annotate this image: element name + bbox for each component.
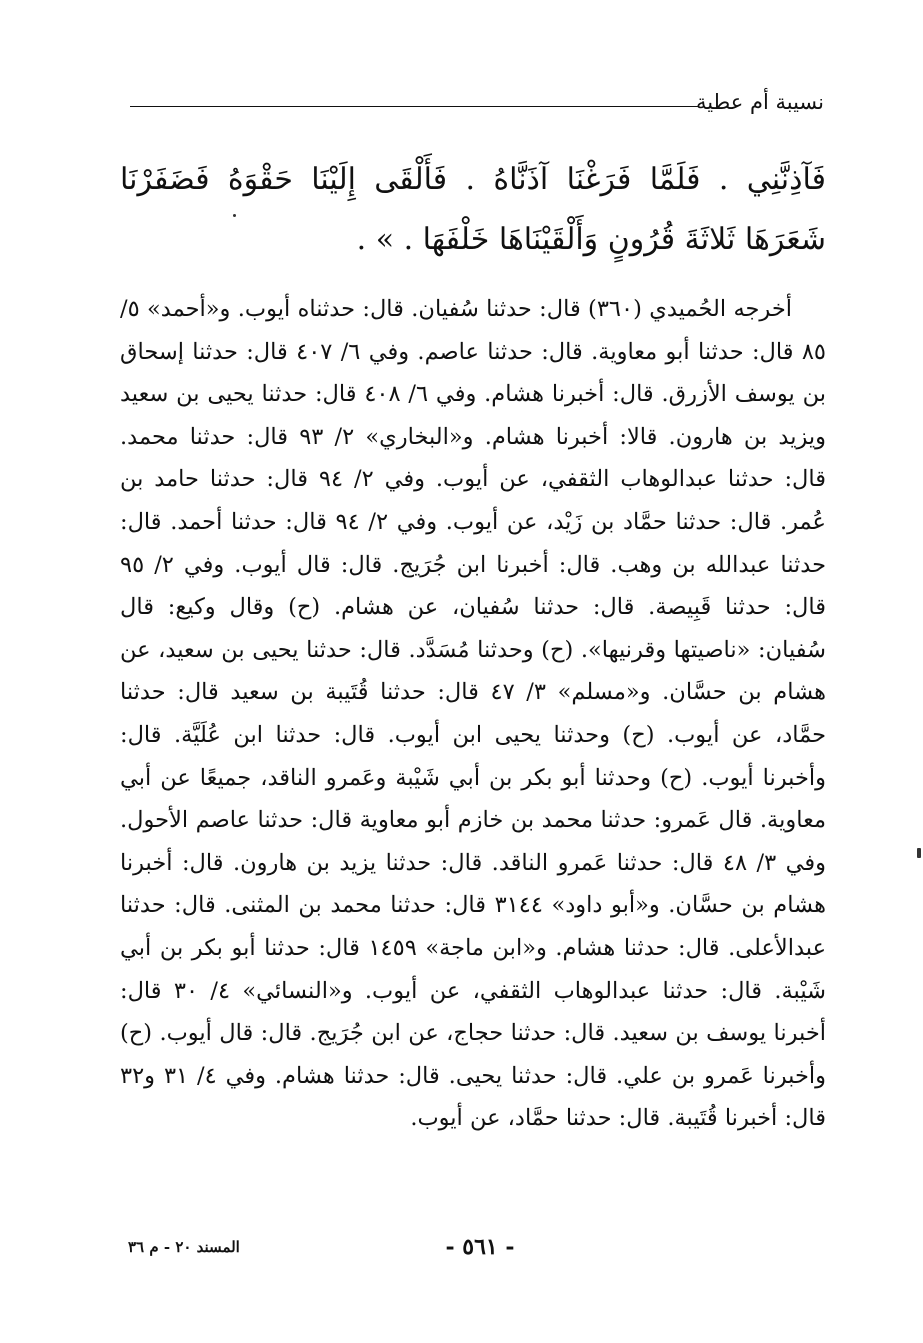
page-number: - ٥٦١ - <box>445 1234 515 1260</box>
header-rule <box>130 106 698 107</box>
page-footer <box>120 1234 826 1268</box>
printer-signature: المسند ٢٠ - م ٣٦ <box>128 1238 240 1256</box>
takhrij-paragraph: أخرجه الحُميدي (٣٦٠) قال: حدثنا سُفيان. قال: حدثناه أيوب. و«أحمد» ٥/ ٨٥ قال: حدثنا أبو معاوية. قال: حدثنا عاصم. وفي ٦/ ٤٠٧ قال: حدثنا إسحاق بن يوسف الأزرق. قال: أخبرنا هشام. وفي ٦/ ٤٠٨ قال: حدثنا يحيى بن سعيد ويزيد بن هارون. قالا: أخبرنا هشام. و«البخاري» ٢/ ٩٣ قال: حدثنا محمد. قال: حدثنا عبدالوهاب الثقفي، عن أيوب. وفي ٢/ ٩٤ قال: حدثنا حامد بن عُمر. قال: حدثنا حمَّاد بن زَيْد، عن أيوب. وفي ٢/ ٩٤ قال: حدثنا أحمد. قال: حدثنا عبدالله بن وهب. قال: أخبرنا ابن جُرَيج. قال: قال أيوب. وفي ٢/ ٩٥ قال: حدثنا قَبِيصة. قال: حدثنا سُفيان، عن هشام. (ح) وقال وكيع: قال سُفيان: «ناصيتها وقرنيها». (ح) وحدثنا مُسَدَّد. قال: حدثنا يحيى بن سعيد، عن هشام بن حسَّان. و«مسلم» ٣/ ٤٧ قال: حدثنا قُتَيبة بن سعيد قال: حدثنا حمَّاد، عن أيوب. (ح) وحدثنا يحيى ابن أيوب. قال: حدثنا ابن عُلَيَّة. قال: وأخبرنا أيوب. (ح) وحدثنا أبو بكر بن أبي شَيْبة وعَمرو الناقد، جميعًا عن أبي معاوية. قال عَمرو: حدثنا محمد بن خازم أبو معاوية قال: حدثنا عاصم الأحول. وفي ٣/ ٤٨ قال: حدثنا عَمرو الناقد. قال: حدثنا يزيد بن هارون. قال: أخبرنا هشام بن حسَّان. و«أبو داود» ٣١٤٤ قال: حدثنا محمد بن المثنى. قال: حدثنا عبدالأعلى. قال: حدثنا هشام. و«ابن ماجة» ١٤٥٩ قال: حدثنا أبو بكر بن أبي شَيْبة. قال: حدثنا عبدالوهاب الثقفي، عن أيوب. و«النسائي» ٤/ ٣٠ قال: أخبرنا يوسف بن سعيد. قال: حدثنا حجاج، عن ابن جُرَيج. قال: قال أيوب. (ح) وأخبرنا عَمرو بن علي. قال: حدثنا يحيى. قال: حدثنا هشام. وفي ٤/ ٣١ و٣٢ قال: أخبرنا قُتَيبة. قال: حدثنا حمَّاد، عن أيوب. <box>120 296 827 1132</box>
running-header <box>130 88 824 118</box>
scan-speck <box>233 214 236 217</box>
hadith-text-ending: فَآذِنَّنِي . فَلَمَّا فَرَغْنَا آذَنَّاهُ . فَأَلْقَى إِلَيْنَا حَقْوَهُ فَضَفَرْنَا شَعَرَهَا ثَلاثَةَ قُرُونٍ وَأَلْقَيْنَاهَا خَلْفَهَا . » . <box>120 162 826 257</box>
running-header-title: نسيبة أم عطية <box>695 90 824 114</box>
scan-speck <box>917 848 921 858</box>
